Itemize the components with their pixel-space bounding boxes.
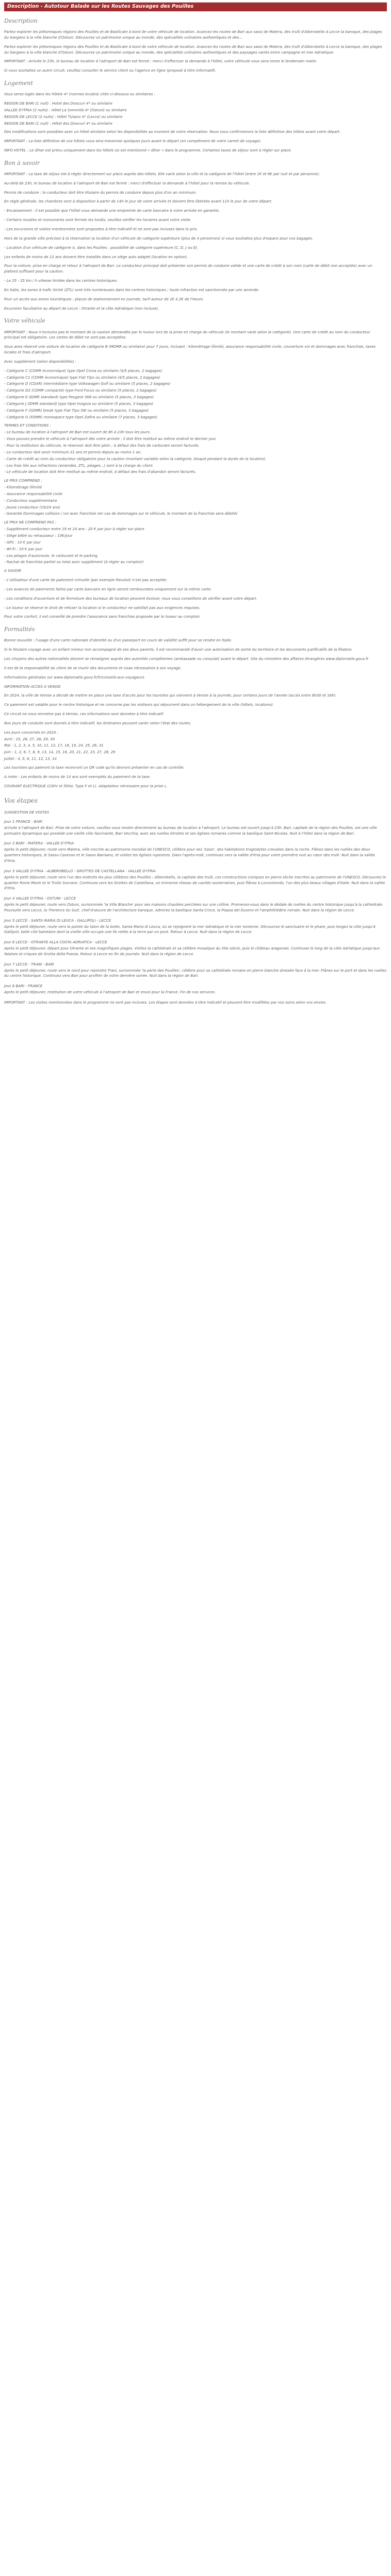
price-item: - GPS : 10 € par jour [4, 540, 41, 545]
price-item: - Kilométrage illimité [4, 485, 42, 490]
logement-section [4, 79, 387, 154]
description-heading: Description [4, 18, 38, 24]
bon-paragraph: Excursion facultative au départ de Lecce : Otrante et la côte Adriatique (non incluse). [4, 306, 159, 311]
stage-body: Après le petit déjeuner, route vers Ostuni, surnommée 'la Ville Blanche' pour ses maisons chaulées perchées sur une colline. Promenez-vous dans le dédale de ruelles du centre historique jusqu'à la cathédrale. Poursuite vers Lecce, la 'Florence du Sud', chef-d'œuvre de l'architecture baroque. Admirez la basilique Santa Croce, la Piazza del Duomo et l'amphithéâtre romain. Nuit dans la région de Lecce. [4, 903, 384, 912]
category-item: - Catégorie D (CDAR) intermédiaire type Volkswagen Golf ou similaire (5 places, 2 bagages) [4, 382, 171, 386]
vehicule-heading: Votre véhicule [4, 317, 45, 325]
etapes-heading: Vos étapes [4, 797, 38, 805]
formalites-paragraph: Si le titulaire voyage avec un enfant mineur non accompagné de ses deux parents, il est recommandé d'avoir une autorisation de sortie du territoire et les documents justificatifs de la filiation. [4, 648, 353, 652]
logement-paragraph: INFO HOTEL : Le dîner est prévu uniquement dans les hôtels où est mentionné « dîner » dans le programme. Certaines taxes de séjour sont à régler sur place. [4, 148, 292, 153]
bon-paragraph: Pour la voiture, prise en charge et retour à l'aéroport de Bari. Le conducteur principal doit présenter son permis de conduire valide et une carte de crédit à son nom (carte de débit non acceptée) avec un plafond suffisant pour la caution. [4, 264, 372, 274]
category-item: - Catégorie D2 (CDMR compacte) type Ford Focus ou similaire (5 places, 2 bagages) [4, 388, 157, 393]
stage-body: Après le petit déjeuner, départ pour Otrante et ses magnifiques plages. Visitez la cathédrale et sa célèbre mosaïque du XIIe siècle, puis le château aragonais. Continuez le long de la côte Adriatique jusqu'aux falaises et criques de Grotta della Poesia. Retour à Lecce en fin de journée. Nuit dans la région de Lecce. [4, 946, 380, 956]
category-item: - Catégorie C1 (CDMR économique) type Fiat Tipo ou similaire (4/5 places, 2 bagages) [4, 375, 160, 380]
terms-item: - Carte de crédit au nom du conducteur obligatoire pour la caution (montant variable selon la catégorie, bloqué pendant la durée de la location). [4, 456, 267, 461]
price-item: - Assurance responsabilité civile [4, 492, 62, 496]
venise-closing: A noter : Les enfants de moins de 14 ans sont exemptés du paiement de la taxe. [4, 774, 151, 779]
stage-title: Jour 1 FRANCE - BARI [4, 819, 43, 824]
formalites-heading: Formalités [4, 626, 35, 633]
terms-item: - Le véhicule de location doit être restitué au même endroit, à défaut des frais d'abandon seront facturés. [4, 470, 197, 474]
formalites-paragraph: Les citoyens des autres nationalités doivent se renseigner auprès des autorités compétentes (ambassade ou consulat) avant le départ. Site du ministère des affaires étrangères www.diplomatie.gouv.fr [4, 656, 369, 661]
hotel-item: VALLEE D'ITRIA (2 nuits) : Hôtel La Sommità 4* (Ostuni) ou similaire [4, 108, 127, 112]
vehicule-paragraph: IMPORTANT : Nous n'incluons pas le montant de la caution demandée par le loueur lors de la prise en charge du véhicule (le montant varie selon la catégorie). Une carte de crédit au nom du conducteur principal est obligatoire. Les cartes de débit ne sont pas acceptées. [4, 330, 370, 340]
extra-item: A SAVOIR [4, 569, 22, 573]
bon-paragraph: Les enfants de moins de 12 ans doivent être installés dans un siège auto adapté (location en option). [4, 255, 188, 259]
bon-a-savoir-section [4, 159, 387, 312]
price-item: - Rachat de franchise partiel ou total avec supplément (à régler au comptoir) [4, 560, 144, 565]
stage-title: Jour 4 VALLEE D'ITRIA - OSTUNI - LECCE [4, 896, 76, 901]
stage-day-4 [4, 896, 387, 913]
bon-paragraph: - Le 25 - 25 km / h vitesse limitée dans les centres historiques. [4, 279, 118, 283]
logement-intro: Vous serez logés dans les hôtels 4* (normes locales) cités ci-dessous ou similaires : [4, 92, 155, 97]
extra-item: - Les conditions d'ouverture et de fermeture des bureaux de location peuvent évoluer, nous vous conseillons de vérifier avant votre départ. [4, 596, 257, 601]
price-item: - Garantie Dommages collision / vol avec franchise (en cas de dommages sur le véhicule, le montant de la franchise sera débité) [4, 512, 238, 516]
bon-paragraph: - Encaissement : il est possible que l'hôtel vous demande une empreinte de carte bancaire à votre arrivée en garantie. [4, 209, 220, 213]
terms-list [4, 423, 387, 475]
extra-item: - Les avances de paiements faites par carte bancaire en ligne seront remboursées uniquement sur la même carte. [4, 587, 212, 591]
stage-body: Après le petit déjeuner, route vers l'un des endroits les plus célèbres des Pouilles : Alberobello, la capitale des trulli, ces constructions coniques en pierre sèche inscrites au patrimoine de l'UNESCO. Découvrez le quartier Rione Monti et le Trullo Sovrano. Continuez vers les Grottes de Castellana, un immense réseau de cavités souterraines, puis flânez à Locorotondo, l'un des plus beaux villages d'Italie. Nuit dans la vallée d'Itria. [4, 875, 386, 891]
price-item: - Supplément conducteur entre 19 et 24 ans : 20 € par jour à régler sur place [4, 527, 144, 532]
category-item: - Catégorie J (IDMR standard) type Opel Insignia ou similaire (5 places, 3 bagages) [4, 401, 154, 406]
stage-day-6 [4, 940, 387, 957]
bon-paragraph: IMPORTANT : La taxe de séjour est à régler directement sur place auprès des hôtels. Elle varie selon la ville et la catégorie de l'hôtel (entre 1€ et 6€ par nuit et par personne). [4, 172, 320, 176]
bon-paragraph: Pour un accès aux zones touristiques : places de stationnement en journée, tarif autour de 1€ à 2€ de l'heure. [4, 297, 204, 301]
venise-info-section [4, 684, 387, 789]
dates-intro: Les jours concernés en 2024 : [4, 730, 59, 735]
date-item: Juin : 1, 2, 6, 7, 8, 9, 13, 14, 15, 16, 20, 21, 22, 23, 27, 28, 29 [4, 750, 116, 755]
stage-title: Jour 7 LECCE - TRANI - BARI [4, 962, 54, 967]
price-item: LE PRIX COMPREND : [4, 479, 42, 483]
stage-body: Arrivée à l'aéroport de Bari. Prise de votre voiture, veuillez vous rendre directement au bureau de location à l'aéroport. Le bureau est ouvert jusqu'à 23h. Bari, capitale de la région des Pouilles, est une ville portuaire dynamique qui possède une vieille ville fascinante, Bari Vecchia, avec ses ruelles étroites et ses églises romanes comme la basilique Saint-Nicolas. Nuit à l'hôtel dans la région de Bari. [4, 825, 377, 836]
formalites-paragraph: Bonne nouvelle : l'usage d'une carte nationale d'identité ou d'un passeport en cours de validité suffit pour se rendre en Italie. [4, 638, 232, 643]
categories-intro: Avec supplément (selon disponibilités) : [4, 359, 77, 364]
venise-paragraph: Nos jours de conduite sont donnés à titre indicatif, les itinéraires peuvent varier selon l'état des routes. [4, 721, 191, 725]
page-title: Description - Autotour Balade sur les Routes Sauvages des Pouilles [7, 4, 194, 9]
etapes-footer-note: IMPORTANT : Les visites mentionnées dans le programme ne sont pas incluses. Les étapes sont données à titre indicatif et peuvent être modifiées par vos soins selon vos envies. [4, 1001, 327, 1005]
description-paragraph: IMPORTANT : Arrivée le 23h, le bureau de location à l'aéroport de Bari est fermé : merci d'effectuer la demande à l'hôtel, votre véhicule vous sera remis le lendemain matin. [4, 59, 317, 64]
terms-item: - Pour la restitution du véhicule, le réservoir doit être plein ; à défaut des frais de carburant seront facturés. [4, 444, 200, 448]
venise-closing: Les touristes qui paieront la taxe recevront un QR code qu'ils devront présenter en cas de contrôle. [4, 765, 185, 770]
bon-paragraph: Hors de la grande ville précisez à la réservation la location d'un véhicule de catégorie supérieure (plus de 4 personnes) si vous souhaitez plus d'espace pour vos bagages. [4, 236, 313, 241]
description-paragraph: Partez explorer les pittoresques régions des Pouilles et de Basilicate à bord de votre véhicule de location. Avancez les routes de Bari aux sassi de Matera, des trulli d'Alberobello à Lecce la baroque, des plages du Gargano à la ville blanche d'Ostuni. Découvrez un patrimoine unique au monde, des spécialités culinaires authentiques et des paysages variés entre campagne et mer Adriatique. [4, 44, 382, 55]
hotel-list [4, 101, 387, 126]
stage-body: Après le petit déjeuner, restitution de votre véhicule à l'aéroport de Bari et envol pour la France. Fin de nos services. [4, 990, 216, 995]
stage-day-7 [4, 962, 387, 979]
hotel-item: REGION DE LECCE (2 nuits) : Hôtel Tiziano 4* (Lecce) ou similaire [4, 114, 123, 119]
logement-heading: Logement [4, 80, 33, 87]
stage-body: Après le petit déjeuner, route vers la pointe du talon de la botte, Santa Maria di Leuca, où se rejoignent la mer Adriatique et la mer Ionienne. Découvrez le sanctuaire et le phare, puis longez la côte jusqu'à Gallipoli, belle cité balnéaire dont la vieille ville occupe une île reliée à la terre par un pont. Retour à Lecce. Nuit dans la région de Lecce. [4, 924, 376, 935]
extra-item: - L'utilisateur d'une carte de paiement virtuelle (par exemple Revolut) n'est pas acceptée. [4, 578, 168, 583]
etapes-subheading: SUGGESTION DE VISITES [4, 810, 50, 815]
stage-day-8 [4, 984, 387, 995]
hotel-item: REGION DE BARI (1 nuit) : Hotel des Dioscuri 4* ou similaire [4, 101, 112, 106]
category-item: - Catégorie F (SDMR) break type Fiat Tipo SW ou similaire (5 places, 3 bagages) [4, 408, 149, 413]
stage-day-3 [4, 869, 387, 891]
stage-title: Jour 6 LECCE - OTRANTE ALLA COSTA ADRIATICA - LECCE [4, 940, 107, 945]
description-paragraph: Si vous souhaitez un autre circuit, veuillez consulter le service client ou l'agence en ligne (proposé à titre informatif). [4, 69, 217, 73]
formalites-section [4, 625, 387, 680]
price-item: - Siège bébé ou rehausseur : 10€/jour [4, 533, 73, 538]
description-section [4, 16, 387, 74]
formalites-paragraph: Il est de la responsabilité du client de se munir des documents et visas nécessaires à son voyage. [4, 666, 182, 670]
stage-title: Jour 2 BARI - MATERA - VALLEE D'ITRIA [4, 841, 74, 846]
vehicule-section [4, 316, 387, 620]
terms-item: - Vous pouvez prendre le véhicule à l'aéroport dès votre arrivée ; il doit être restitué au même endroit le dernier jour. [4, 437, 217, 442]
extra-item: - Le loueur se réserve le droit de refuser la location si le conducteur ne satisfait pas aux exigences requises. [4, 605, 201, 610]
category-list [4, 368, 387, 420]
terms-item: - Le bureau de location à l'aéroport de Bari est ouvert de 8h à 23h tous les jours. [4, 430, 151, 435]
venise-heading: INFORMATION ACCES A VENISE [4, 684, 61, 689]
page [0, 0, 391, 1014]
price-list [4, 478, 387, 565]
stage-title: Jour 3 VALLEE D'ITRIA - ALBEROBELLO - GROTTES DE CASTELLANA - VALLEE D'ITRIA [4, 869, 156, 873]
formalites-paragraph: Informations générales sur www.diplomatie.gouv.fr/fr/conseils-aux-voyageurs [4, 675, 144, 680]
price-item: LE PRIX NE COMPREND PAS : [4, 520, 57, 525]
category-item: - Catégorie E (IDMR standard) type Peugeot 308 ou similaire (5 places, 3 bagages) [4, 395, 154, 400]
hotel-item: REGION DE BARI (1 nuit) : Hôtel des Dioscuri 4* ou similaire [4, 121, 112, 126]
bon-paragraph: Au-delà de 23h, le bureau de location à l'aéroport de Bari est fermé : merci d'effectuer la demande à l'hôtel pour la remise du véhicule. [4, 181, 250, 185]
stage-title: Jour 8 BARI - FRANCE [4, 984, 43, 989]
price-item: - Les péages d'autoroute, le carburant et le parking [4, 553, 97, 558]
category-item: - Catégorie C (CDMR économique) type Opel Corsa ou similaire (4/5 places, 2 bagages) [4, 368, 162, 373]
extra-item: Pour votre confort, il est conseillé de prendre l'assurance sans franchise proposée par le loueur au comptoir. [4, 615, 201, 619]
bon-paragraph: - Certains musées et monuments sont fermés les lundis, veuillez vérifier les horaires avant votre visite. [4, 218, 192, 223]
stage-title: Jour 5 LECCE - SANTA MARIA DI LEUCA - GALLIPOLI - LECCE [4, 918, 111, 923]
category-item: - Catégorie G (FDMR) monospace type Opel Zafira ou similaire (7 places, 3 bagages) [4, 415, 158, 419]
bon-paragraph: En Italie, les zones à trafic limité (ZTL) sont très nombreuses dans les centres historiques ; toute infraction est sanctionnée par une amende. [4, 287, 259, 292]
logement-paragraph: Des modifications sont possibles avec un hôtel similaire selon les disponibilités au moment de votre réservation. Nous vous confirmerons la liste définitive des hôtels avant votre départ. [4, 130, 341, 134]
description-paragraph: Partez explorer les pittoresques régions des Pouilles et de Basilicate à bord de votre véhicule de location. Avancez les routes de Bari aux sassi de Matera, des trulli d'Alberobello à Lecce la baroque, des plages du Gargano à la ville blanche d'Ostuni. Découvrez un patrimoine unique au monde, des spécialités culinaires authentiques et des... [4, 30, 382, 40]
venise-paragraph: Ce paiement est valable pour le centre historique et ne concerne pas les visiteurs qui séjournent dans un hébergement de la ville (hôtels, locations). [4, 703, 274, 707]
vehicule-paragraph: Vous avez réservé une voiture de location de catégorie B (MDMR ou similaire) pour 7 jours, incluant : kilométrage illimité, assurance responsabilité civile, couverture vol et dommages avec franchise, taxes locales et frais d'aéroport. [4, 345, 376, 355]
bon-paragraph: Permis de conduire : le conducteur doit être titulaire du permis de conduire depuis plus d'un an minimum. [4, 190, 197, 195]
etapes-section [4, 796, 387, 1005]
stage-body: Après le petit déjeuner, route vers Matera, ville inscrite au patrimoine mondial de l'UNESCO, célèbre pour ses 'Sassi', des habitations troglodytes creusées dans la roche. Flânez dans les ruelles des deux quartiers historiques, le Sasso Caveoso et le Sasso Barisano, et visitez les églises rupestres. Dans l'après-midi, continuez vers la vallée d'Itria pour votre première nuit au cœur des trulli. Nuit dans la vallée d'Itria. [4, 848, 376, 863]
terms-item: - Le conducteur doit avoir minimum 21 ans et permis depuis au moins 1 an. [4, 450, 142, 454]
bon-paragraph: - Location d'un véhicule de catégorie A, dans les Pouilles : possibilité de catégorie supérieure (C, D, J ou E). [4, 245, 199, 250]
venise-paragraph: Ce circuit ne vous emmène pas à Venise, ces informations sont données à titre indicatif. [4, 712, 165, 717]
stage-day-2 [4, 841, 387, 863]
venise-dates [4, 730, 387, 762]
stage-body: Après le petit déjeuner, route vers le nord pour rejoindre Trani, surnommée 'la perle des Pouilles', célèbre pour sa cathédrale romane en pierre blanche dressée face à la mer. Flânez sur le port et dans les ruelles du centre historique. Continuez vers Bari pour profiter de votre dernière soirée. Nuit dans la région de Bari. [4, 968, 387, 978]
bon-a-savoir-heading: Bon à savoir [4, 159, 40, 166]
date-item: Avril : 25, 26, 27, 28, 29, 30 [4, 737, 55, 741]
date-item: Mai : 1, 2, 3, 4, 5, 10, 11, 12, 17, 18, 19, 24, 25, 26, 31 [4, 743, 104, 748]
price-item: - Wi-Fi : 10 € par jour [4, 547, 43, 551]
bon-paragraph: - Les excursions et visites mentionnées sont proposées à titre indicatif et ne sont pas incluses dans le prix. [4, 227, 198, 232]
stage-day-1 [4, 819, 387, 837]
logement-paragraph: IMPORTANT : La liste définitive de vos hôtels vous sera transmise quelques jours avant le départ (en complément de votre carnet de voyage). [4, 139, 262, 144]
venise-paragraph: En 2024, la ville de Venise a décidé de mettre en place une taxe d'accès pour les touristes qui viennent à Venise à la journée, pour certains jours de l'année (accès entre 8h30 et 16h). [4, 693, 337, 698]
date-item: Juillet : 4, 5, 6, 11, 12, 13, 14 [4, 757, 57, 761]
venise-closing: COURANT ELECTRIQUE (230V et 50Hz, Type F et L). Adaptateur nécessaire pour la prise L. [4, 784, 168, 788]
bon-paragraph: En règle générale, les chambres sont à disposition à partir de 14h le jour de votre arrivée et doivent être libérées avant 11h le jour de votre départ. [4, 199, 272, 204]
terms-item: TERMES ET CONDITIONS : [4, 423, 51, 428]
price-item: - Conducteur supplémentaire [4, 498, 57, 503]
terms-item: - Les frais liés aux infractions (amendes, ZTL, péages...) sont à la charge du client. [4, 463, 154, 468]
stage-day-5 [4, 918, 387, 936]
price-item: - Jeune conducteur (19/24 ans) [4, 505, 60, 510]
title-banner [4, 2, 387, 11]
